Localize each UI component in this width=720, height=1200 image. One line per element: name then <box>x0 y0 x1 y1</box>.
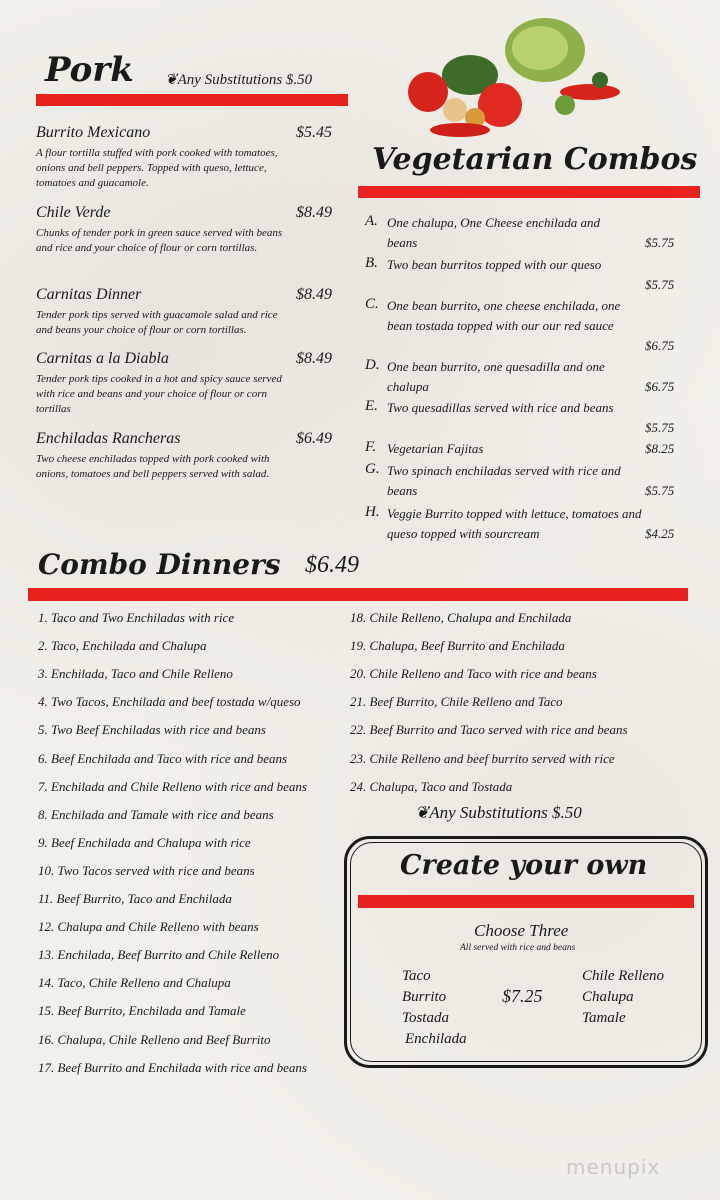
pork-item-name: Burrito Mexicano <box>36 124 151 141</box>
combo-item: 7. Enchilada and Chile Relleno with rice and beans <box>38 778 307 794</box>
create-option: Chile Relleno <box>582 968 665 984</box>
pork-item-name: Enchiladas Rancheras <box>36 430 181 447</box>
create-title: Create your own <box>400 850 648 881</box>
pork-item-desc: A flour tortilla stuffed with pork cooked with tomatoes, onions and bell peppers. Topped with queso, lettuce, tomatoes and guacamole. <box>36 147 278 189</box>
vegetarian-title: Vegetarian Combos <box>372 142 698 177</box>
create-note: All served with rice and beans <box>460 943 576 953</box>
veg-item-price: $5.75 <box>645 235 675 250</box>
veg-item-text: One bean burrito, one cheese enchilada, one bean tostada topped with our our red sauce <box>387 298 621 333</box>
pork-item-desc: Tender pork tips cooked in a hot and spicy sauce served with rice and beans and your choice of flour or corn tortillas <box>36 373 282 415</box>
combo-item: 6. Beef Enchilada and Taco with rice and beans <box>38 750 288 766</box>
create-option: Enchilada <box>405 1031 467 1047</box>
pork-substitutions <box>165 70 312 89</box>
combo-item: 11. Beef Burrito, Taco and Enchilada <box>38 891 232 906</box>
veg-item-price: $5.75 <box>645 277 675 292</box>
veg-item-letter: F. <box>365 439 376 455</box>
combo-divider <box>28 588 688 601</box>
combo-item: 22. Beef Burrito and Taco served with rice and beans <box>350 722 628 738</box>
veg-item-letter: B. <box>365 255 378 271</box>
veg-item-price: $6.75 <box>645 338 675 353</box>
veg-item-letter: E. <box>365 398 378 414</box>
veg-item-price: $8.25 <box>645 441 675 456</box>
combo-item: 8. Enchilada and Tamale with rice and beans <box>38 806 274 822</box>
pork-item-price: $6.49 <box>296 430 332 447</box>
pork-item-desc: Two cheese enchiladas topped with pork cooked with onions, tomatoes and bell peppers served with salad. <box>36 453 270 480</box>
create-choose: Choose Three <box>474 921 569 940</box>
pork-item-desc: Chunks of tender pork in green sauce served with beans and rice and your choice of flour or corn tortillas. <box>36 227 283 254</box>
combo-item: 19. Chalupa, Beef Burrito and Enchilada <box>350 638 565 654</box>
pork-divider <box>36 94 348 106</box>
combo-item: 3. Enchilada, Taco and Chile Relleno <box>38 666 233 682</box>
create-option: Burrito <box>402 989 447 1005</box>
pork-item-name: Carnitas Dinner <box>36 286 142 303</box>
create-option: Taco <box>402 968 431 984</box>
pork-item-name: Carnitas a la Diabla <box>36 350 169 367</box>
combo-item: 20. Chile Relleno and Taco with rice and beans <box>350 666 597 682</box>
veg-item-price: $5.75 <box>645 483 675 498</box>
veg-item-text: Veggie Burrito topped with lettuce, tomatoes and queso topped with sourcream <box>387 506 642 541</box>
create-option: Tostada <box>402 1010 449 1026</box>
pork-item-price: $8.49 <box>296 204 332 221</box>
combo-item: 4. Two Tacos, Enchilada and beef tostada w/queso <box>38 694 301 710</box>
combo-item: 23. Chile Relleno and beef burrito served with rice <box>350 750 615 766</box>
combo-price: $6.49 <box>305 552 359 578</box>
combo-item: 15. Beef Burrito, Enchilada and Tamale <box>38 1003 246 1019</box>
veg-item-text: Two spinach enchiladas served with rice and beans <box>387 463 621 498</box>
veg-item-text: Two quesadillas served with rice and beans <box>387 400 614 415</box>
combo-item: 1. Taco and Two Enchiladas with rice <box>38 610 235 625</box>
combo-item: 9. Beef Enchilada and Chalupa with rice <box>38 834 251 850</box>
combo-item: 14. Taco, Chile Relleno and Chalupa <box>38 975 231 991</box>
veg-item-text: Vegetarian Fajitas <box>387 441 484 456</box>
create-divider <box>358 895 694 908</box>
veg-item-text: One bean burrito, one quesadilla and one chalupa <box>387 359 605 394</box>
pork-title: Pork <box>45 50 134 90</box>
veg-item-letter: D. <box>365 357 380 373</box>
combo-item: 12. Chalupa and Chile Relleno with beans <box>38 919 259 935</box>
veg-item-price: $6.75 <box>645 379 675 394</box>
veg-item-letter: C. <box>365 296 379 312</box>
veg-item-text: Two bean burritos topped with our queso <box>387 257 602 272</box>
combo-item: 10. Two Tacos served with rice and beans <box>38 862 255 878</box>
combo-substitutions-text: Any Substitutions $.50 <box>429 803 582 822</box>
combo-item: 17. Beef Burrito and Enchilada with rice and beans <box>38 1059 307 1075</box>
veg-item-letter: G. <box>365 461 380 477</box>
combo-item: 16. Chalupa, Chile Relleno and Beef Burrito <box>38 1031 271 1047</box>
combo-item: 18. Chile Relleno, Chalupa and Enchilada <box>350 610 572 625</box>
veg-item-price: $4.25 <box>645 526 675 541</box>
scroll-ornament-icon: ❦ <box>165 72 178 88</box>
veg-item-text: One chalupa, One Cheese enchilada and beans <box>387 215 601 250</box>
scroll-ornament-icon: ❦ <box>415 803 430 822</box>
watermark: menupix <box>566 1155 661 1179</box>
pork-item-name: Chile Verde <box>36 204 111 221</box>
veg-item-letter: H. <box>365 504 380 520</box>
create-option: Tamale <box>582 1010 626 1026</box>
pork-item-price: $8.49 <box>296 286 332 303</box>
pork-substitutions-text: Any Substitutions $.50 <box>177 72 313 88</box>
combo-item: 24. Chalupa, Taco and Tostada <box>350 778 513 794</box>
veg-item-price: $5.75 <box>645 420 675 435</box>
pork-item-price: $8.49 <box>296 350 332 367</box>
combo-title: Combo Dinners <box>38 548 281 581</box>
create-option: Chalupa <box>582 989 634 1005</box>
vegetables-illustration <box>400 10 630 140</box>
combo-substitutions <box>415 803 582 823</box>
vegetarian-divider <box>358 186 700 198</box>
combo-item: 2. Taco, Enchilada and Chalupa <box>38 638 207 654</box>
create-price: $7.25 <box>502 986 543 1006</box>
veg-item-letter: A. <box>365 213 378 229</box>
combo-item: 13. Enchilada, Beef Burrito and Chile Relleno <box>38 947 280 963</box>
combo-item: 5. Two Beef Enchiladas with rice and beans <box>38 722 266 738</box>
pork-item-desc: Tender pork tips served with guacamole salad and rice and beans your choice of flour or corn tortillas. <box>36 309 278 336</box>
combo-item: 21. Beef Burrito, Chile Relleno and Taco <box>350 694 563 710</box>
pork-item-price: $5.45 <box>296 124 332 141</box>
